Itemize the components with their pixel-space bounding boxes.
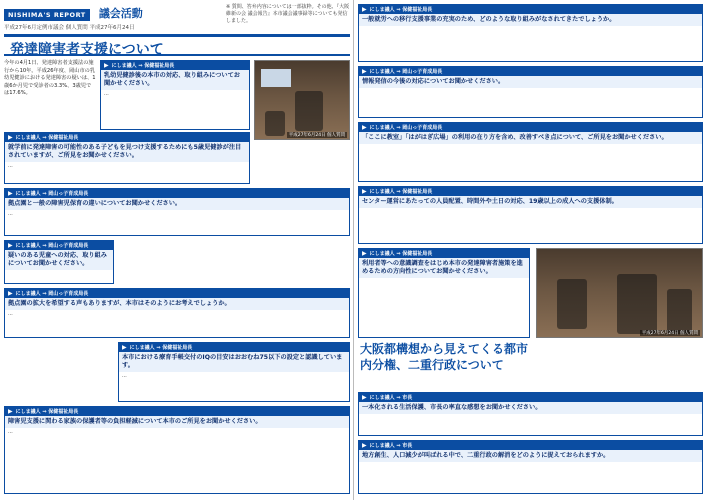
photo-caption: 平成27年6月24日 個人質問 [288,133,345,138]
section-title: 議会活動 [98,6,143,20]
arrow-icon: ▶ [362,6,367,13]
report-header [4,2,224,32]
arrow-icon: ▶ [122,344,127,351]
question-block-2: ▶ にしま議人 ⇒ 保健福祉局長 就学前に発達障害の可能性のある子どもを見つけ支援するためにも5歳児健診が注目されていますが、ご所見をお聞かせください。 … [4,132,250,184]
right-question-block-6: ▶ にしま議人 ⇒ 市長 一本化される生活保護、市長の率直な感想をお聞かせください。 [358,392,703,436]
header-subtitle: 平成27年6月定例市議会 個人質問 平成27年6月24日 [4,25,135,31]
arrow-icon: ▶ [8,290,13,297]
photo-1 [254,60,350,140]
right-question-block-4: ▶ にしま議人 ⇒ 保健福祉局長 センター運営にあたっての人員配置、時間外や土日の対応、19歳以上の成人への支援体制。 [358,186,703,244]
lead-text: 今年の4月1日、発達障害者支援法の施行から10年。平成26年度、岡山市の乳幼児健診における発達障害の疑いは、1歳6か月児で受診者の3.3%、3歳児では17.6%。 [4,60,96,97]
arrow-icon: ▶ [8,242,13,249]
right-question-block-3: ▶ にしま議人 ⇒ 岡山っ子育成局長 「ここに教室」「はがはぎ広場」の利用の在り方を含め、改善すべき点について、ご所見をお聞かせください。 [358,122,703,182]
photo-caption: 平成27年6月24日 個人質問 [641,331,698,336]
main-title: 発達障害者支援について [4,34,350,56]
top-note: ※ 質問、答弁内容については一部抜粋。その他、『大阪維新の会 議会報告』本市議会議事録等についても発信しました。 [226,4,350,24]
arrow-icon: ▶ [8,134,13,141]
right-question-block-2: ▶ にしま議人 ⇒ 岡山っ子育成局長 情報発信の今後の対応についてお聞かせください。 [358,66,703,118]
question-text: 乳幼児健診後の本市の対応、取り組みについてお聞かせください。 [101,70,249,90]
answer-text: … [104,91,109,97]
photo-2 [536,248,703,338]
question-block-4: ▶ にしま議人 ⇒ 岡山っ子育成局長 疑いのある児童への対応、取り組みについてお聞かせください。 [4,240,114,284]
arrow-icon: ▶ [362,68,367,75]
question-block-5: ▶ にしま議人 ⇒ 岡山っ子育成局長 拠点園の拡大を希望する声もありますが、本市はそのようにお考えでしょうか。 … [4,288,350,338]
brand-label: NISHIMA'S REPORT [4,9,90,21]
question-block-1 [100,60,250,130]
osaka-title: 大阪都構想から見えてくる都市内分権、二重行政について [360,342,529,372]
right-page [354,0,707,500]
arrow-icon: ▶ [362,442,367,449]
right-question-block-5: ▶ にしま議人 ⇒ 保健福祉局長 利用者等への意識調査をはじめ本市の発達障害者施策を進めるための方向性についてお聞かせください。 [358,248,530,338]
arrow-icon: ▶ [362,188,367,195]
question-block-7: ▶ にしま議人 ⇒ 保健福祉局長 障害児支援に関わる家族の保護者等の負担軽減について本市のご所見をお聞かせください。 … [4,406,350,494]
arrow-icon: ▶ [362,394,367,401]
right-question-block-7: ▶ にしま議人 ⇒ 市長 地方創生、人口減少が叫ばれる中で、二重行政の解消をどのように捉えておられますか。 [358,440,703,494]
arrow-icon: ▶ [104,62,109,69]
arrow-icon: ▶ [8,408,13,415]
question-tag: ▶ にしま議人 ⇒ 保健福祉局長 [101,61,249,70]
arrow-icon: ▶ [8,190,13,197]
question-block-3: ▶ にしま議人 ⇒ 岡山っ子育成局長 拠点園と一般の障害児保育の違いについてお聞かせください。 … [4,188,350,236]
right-question-block-1: ▶ にしま議人 ⇒ 保健福祉局長 一般就労への移行支援事業の充実のため、どのような取り組みがなされてきたでしょうか。 [358,4,703,62]
arrow-icon: ▶ [362,250,367,257]
question-block-6: ▶ にしま議人 ⇒ 保健福祉局長 本市における療育手帳交付のIQの目安はおおむね75以下の設定と認識しています。 … [118,342,350,402]
arrow-icon: ▶ [362,124,367,131]
